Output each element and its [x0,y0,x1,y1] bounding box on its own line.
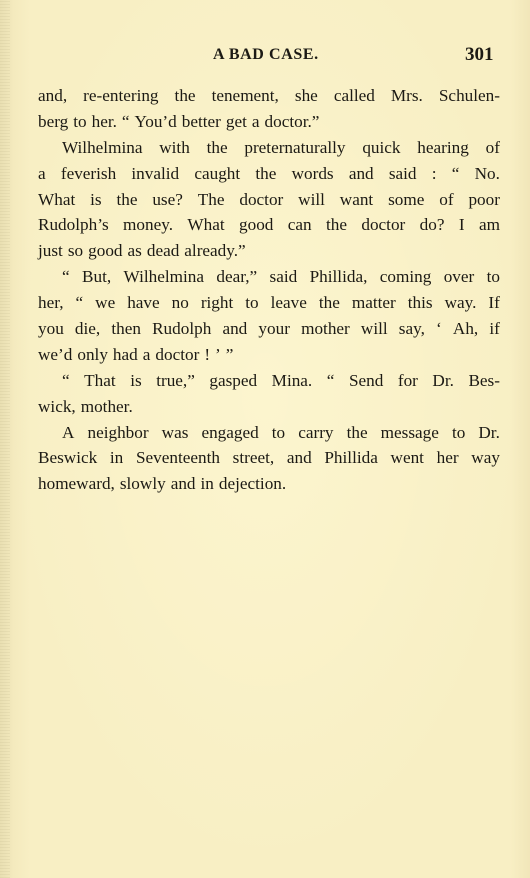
text-line: we’d only had a doctor ! ’ ” [38,344,234,364]
text-line: Beswick in Seventeenth street, and Phillida went her way [38,448,500,468]
text-line: Rudolph’s money. What good can the doctor do? I am [38,215,500,235]
text-line: What is the use? The doctor will want some of poor [38,189,500,209]
text-line: just so good as dead already.” [38,241,246,261]
body-text [38,83,500,497]
text-line: “ That is true,” gasped Mina. “ Send for Dr. Bes- [62,370,500,390]
text-line: homeward, slowly and in dejection. [38,474,287,494]
text-line: and, re-entering the tenement, she called Mrs. Schulen- [38,86,500,105]
text-line: you die, then Rudolph and your mother will say, ‘ Ah, if [38,319,500,339]
text-line: berg to her. “ You’d better get a doctor.” [38,111,320,131]
text-line: her, “ we have no right to leave the matter this way. If [38,293,500,313]
text-line: A neighbor was engaged to carry the message to Dr. [62,422,500,442]
text-line: a feverish invalid caught the words and said : “ No. [38,163,500,183]
running-head [0,46,530,70]
page-number: 301 [465,44,494,65]
text-line: wick, mother. [38,396,133,416]
running-title: A BAD CASE. [213,46,319,63]
text-line: Wilhelmina with the preternaturally quick hearing of [62,137,500,157]
page-edge-texture [0,0,10,878]
text-line: “ But, Wilhelmina dear,” said Phillida, coming over to [62,267,500,287]
